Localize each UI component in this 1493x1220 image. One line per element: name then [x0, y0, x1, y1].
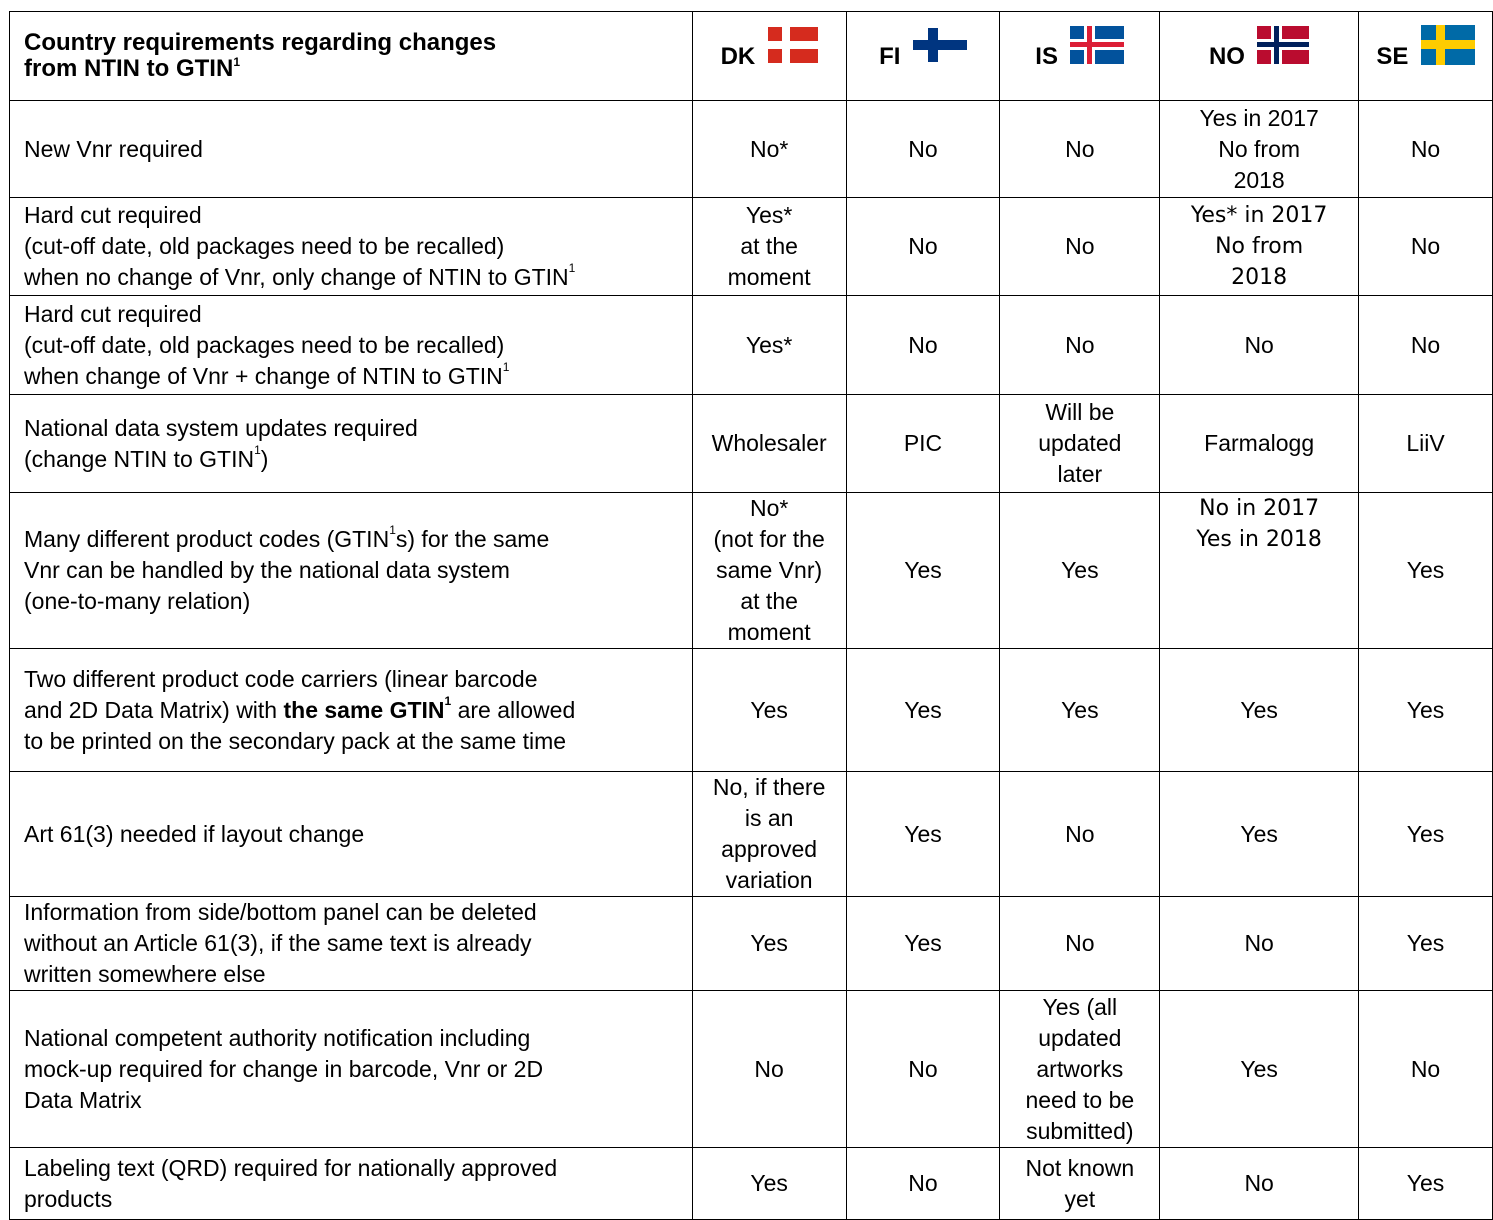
- table-row: [10, 649, 1493, 772]
- table-row: [10, 296, 1493, 395]
- cell-text: artworks: [1036, 1055, 1124, 1082]
- cell-text: No in 2017: [1199, 496, 1320, 521]
- cell-text: No: [1244, 930, 1274, 956]
- cell-text: Farmalogg: [1204, 430, 1315, 456]
- table-row: [10, 772, 1493, 897]
- col-dk: [692, 12, 846, 101]
- row-label: [10, 897, 693, 991]
- cell-is: [1000, 101, 1160, 198]
- cell-se: [1359, 198, 1493, 296]
- cell-is: [1000, 991, 1160, 1148]
- cell-text: No, if there: [712, 774, 826, 800]
- sweden-flag-icon: [1421, 25, 1475, 65]
- footnote-sup: 1: [254, 442, 261, 457]
- cell-no: [1160, 772, 1359, 897]
- cell-is: [1000, 1148, 1160, 1220]
- label-text: written somewhere else: [24, 961, 266, 987]
- cell-text: at the: [740, 588, 798, 614]
- cell-text: Yes: [904, 557, 942, 583]
- cell-text: Yes (all: [1042, 993, 1118, 1020]
- cell-text: PIC: [903, 430, 943, 456]
- cell-text: No: [908, 331, 938, 358]
- country-code: DK: [720, 42, 756, 70]
- label-text: Art 61(3) needed if layout change: [24, 820, 365, 847]
- cell-text: updated: [1038, 430, 1122, 456]
- footnote-sup: 1: [389, 523, 396, 537]
- cell-text: Yes: [1406, 696, 1445, 723]
- cell-text: No: [1065, 930, 1095, 956]
- cell-text: Yes in 2018: [1196, 527, 1322, 552]
- cell-text: No: [1065, 331, 1095, 358]
- requirements-table: [9, 11, 1493, 1220]
- label-text: National data system updates required: [24, 414, 418, 441]
- cell-text: 2018: [1231, 265, 1288, 290]
- cell-text: No: [754, 1055, 784, 1082]
- cell-is: [1000, 772, 1160, 897]
- label-text: Hard cut required: [24, 300, 202, 327]
- cell-text: Yes: [1406, 557, 1445, 583]
- cell-fi: [846, 772, 1000, 897]
- cell-se: [1359, 395, 1493, 493]
- cell-text: No: [1410, 233, 1441, 259]
- cell-text: Yes: [1240, 696, 1278, 723]
- label-text: National competent authority notification including: [24, 1024, 531, 1051]
- cell-text: Yes: [750, 930, 788, 956]
- cell-fi: [846, 649, 1000, 772]
- cell-text: No: [1244, 331, 1274, 358]
- cell-text: No from: [1215, 234, 1304, 259]
- country-code: FI: [879, 42, 901, 70]
- cell-text: Yes: [904, 930, 942, 956]
- cell-no: [1160, 1148, 1359, 1220]
- label-text: without an Article 61(3), if the same text is already: [24, 930, 532, 956]
- cell-is: [1000, 395, 1160, 493]
- cell-text: at the: [740, 233, 798, 259]
- country-code: IS: [1035, 42, 1058, 70]
- cell-dk: [692, 991, 846, 1148]
- label-text: when no change of Vnr, only change of NTIN to GTIN: [24, 264, 569, 290]
- cell-text: 2018: [1233, 166, 1285, 193]
- cell-no: [1160, 198, 1359, 296]
- cell-text: No from: [1218, 135, 1301, 162]
- cell-dk: [692, 395, 846, 493]
- table-row: [10, 395, 1493, 493]
- label-text: Hard cut required: [24, 202, 202, 228]
- cell-text: Yes: [1240, 820, 1278, 847]
- row-label: [10, 296, 693, 395]
- cell-text: Yes: [750, 696, 788, 723]
- country-code: SE: [1376, 42, 1409, 70]
- label-text: are allowed: [451, 696, 576, 723]
- label-text: mock-up required for change in barcode, Vnr or 2D: [24, 1055, 544, 1082]
- row-label: [10, 493, 693, 649]
- cell-dk: [692, 296, 846, 395]
- cell-text: same Vnr): [716, 557, 823, 583]
- cell-dk: [692, 649, 846, 772]
- cell-text: Yes: [1406, 930, 1445, 956]
- label-text: to be printed on the secondary pack at the same time: [24, 727, 567, 754]
- cell-text: No: [1065, 233, 1095, 259]
- cell-text: approved: [721, 836, 818, 862]
- cell-fi: [846, 395, 1000, 493]
- cell-no: [1160, 897, 1359, 991]
- label-text: Data Matrix: [24, 1086, 142, 1113]
- cell-fi: [846, 1148, 1000, 1220]
- denmark-flag-icon: [768, 27, 818, 63]
- cell-text: No*: [749, 135, 789, 162]
- cell-se: [1359, 991, 1493, 1148]
- header-row: [10, 12, 1493, 101]
- cell-dk: [692, 493, 846, 649]
- cell-text: (not for the: [713, 526, 825, 552]
- finland-flag-icon: [913, 28, 967, 62]
- cell-text: No: [1410, 331, 1441, 358]
- footnote-sup: 1: [444, 693, 452, 708]
- cell-dk: [692, 1148, 846, 1220]
- cell-text: No: [908, 135, 938, 162]
- cell-text: Yes: [1406, 820, 1445, 847]
- title-line-2: from NTIN to GTIN: [24, 55, 234, 82]
- row-label: [10, 395, 693, 493]
- label-text: (cut-off date, old packages need to be recalled): [24, 233, 505, 259]
- label-text: Vnr can be handled by the national data system: [24, 557, 510, 583]
- cell-se: [1359, 1148, 1493, 1220]
- cell-dk: [692, 198, 846, 296]
- col-is: [1000, 12, 1160, 101]
- cell-is: [1000, 493, 1160, 649]
- label-text: products: [24, 1185, 113, 1212]
- cell-text: Yes: [904, 696, 942, 723]
- label-text: Many different product codes (GTIN: [24, 526, 390, 552]
- row-label: [10, 101, 693, 198]
- footnote-sup: 1: [502, 359, 510, 374]
- row-label: [10, 1148, 693, 1220]
- label-text: s) for the same: [395, 526, 550, 552]
- cell-text: updated: [1038, 1024, 1122, 1051]
- footnote-sup: 1: [233, 55, 240, 69]
- cell-text: is an: [744, 805, 794, 831]
- row-label: [10, 198, 693, 296]
- cell-text: later: [1057, 461, 1103, 487]
- label-text: (one-to-many relation): [24, 588, 251, 614]
- cell-no: [1160, 101, 1359, 198]
- table-row: [10, 493, 1493, 649]
- table-row: [10, 991, 1493, 1148]
- cell-dk: [692, 897, 846, 991]
- cell-text: Yes: [1406, 1170, 1445, 1196]
- label-text: Labeling text (QRD) required for nationally approved: [24, 1154, 558, 1181]
- cell-text: No: [1410, 1055, 1441, 1082]
- cell-text: Not known: [1025, 1154, 1135, 1181]
- cell-text: LiiV: [1406, 430, 1445, 456]
- cell-text: No: [908, 233, 938, 259]
- label-text: when change of Vnr + change of NTIN to GTIN: [24, 362, 503, 389]
- table-title: [10, 12, 693, 101]
- cell-text: No*: [749, 495, 789, 521]
- cell-is: [1000, 897, 1160, 991]
- row-label: [10, 649, 693, 772]
- cell-fi: [846, 493, 1000, 649]
- cell-se: [1359, 897, 1493, 991]
- cell-text: No: [1410, 135, 1441, 162]
- label-text: and 2D Data Matrix) with: [24, 696, 284, 723]
- cell-text: Yes: [904, 820, 942, 847]
- label-text: (change NTIN to GTIN: [24, 445, 255, 472]
- cell-no: [1160, 649, 1359, 772]
- label-text: Two different product code carriers (linear barcode: [24, 665, 538, 692]
- cell-no: [1160, 493, 1359, 649]
- cell-text: Wholesaler: [711, 430, 827, 456]
- cell-is: [1000, 649, 1160, 772]
- cell-fi: [846, 198, 1000, 296]
- cell-text: Yes: [1240, 1055, 1278, 1082]
- cell-text: variation: [725, 867, 813, 893]
- cell-text: Yes* in 2017: [1190, 203, 1328, 228]
- col-fi: [846, 12, 1000, 101]
- table-row: [10, 1148, 1493, 1220]
- cell-fi: [846, 897, 1000, 991]
- cell-dk: [692, 101, 846, 198]
- cell-text: moment: [727, 619, 811, 645]
- cell-text: No: [908, 1055, 938, 1082]
- cell-fi: [846, 101, 1000, 198]
- label-text: Information from side/bottom panel can be deleted: [24, 899, 537, 925]
- cell-dk: [692, 772, 846, 897]
- cell-is: [1000, 198, 1160, 296]
- cell-text: Yes in 2017: [1199, 104, 1319, 131]
- table-row: [10, 198, 1493, 296]
- table-row: [10, 101, 1493, 198]
- cell-text: Yes*: [745, 202, 793, 228]
- label-text: New Vnr required: [24, 135, 203, 162]
- cell-is: [1000, 296, 1160, 395]
- cell-fi: [846, 296, 1000, 395]
- label-bold-text: the same GTIN: [283, 696, 445, 723]
- cell-se: [1359, 772, 1493, 897]
- cell-fi: [846, 991, 1000, 1148]
- cell-text: No: [1065, 820, 1095, 847]
- cell-se: [1359, 296, 1493, 395]
- cell-no: [1160, 991, 1359, 1148]
- cell-no: [1160, 395, 1359, 493]
- cell-text: Yes: [750, 1170, 788, 1196]
- cell-text: No: [908, 1170, 938, 1196]
- col-se: [1359, 12, 1493, 101]
- footnote-sup: 1: [568, 261, 576, 275]
- cell-text: Yes: [1061, 557, 1099, 583]
- row-label: [10, 991, 693, 1148]
- cell-text: Will be: [1045, 399, 1115, 425]
- label-text: (cut-off date, old packages need to be recalled): [24, 331, 505, 358]
- cell-text: moment: [727, 264, 811, 290]
- cell-se: [1359, 649, 1493, 772]
- title-line-1: Country requirements regarding changes: [24, 29, 497, 56]
- cell-text: No: [1065, 135, 1095, 162]
- col-no: [1160, 12, 1359, 101]
- cell-text: need to be: [1025, 1086, 1135, 1113]
- iceland-flag-icon: [1070, 26, 1124, 64]
- cell-text: No: [1244, 1170, 1274, 1196]
- cell-text: Yes*: [745, 331, 793, 358]
- row-label: [10, 772, 693, 897]
- country-code: NO: [1208, 42, 1245, 70]
- label-text: ): [260, 445, 269, 472]
- cell-text: yet: [1064, 1185, 1096, 1212]
- cell-se: [1359, 493, 1493, 649]
- cell-se: [1359, 101, 1493, 198]
- cell-text: submitted): [1026, 1117, 1134, 1144]
- cell-text: Yes: [1061, 696, 1099, 723]
- cell-no: [1160, 296, 1359, 395]
- table-row: [10, 897, 1493, 991]
- norway-flag-icon: [1257, 26, 1309, 64]
